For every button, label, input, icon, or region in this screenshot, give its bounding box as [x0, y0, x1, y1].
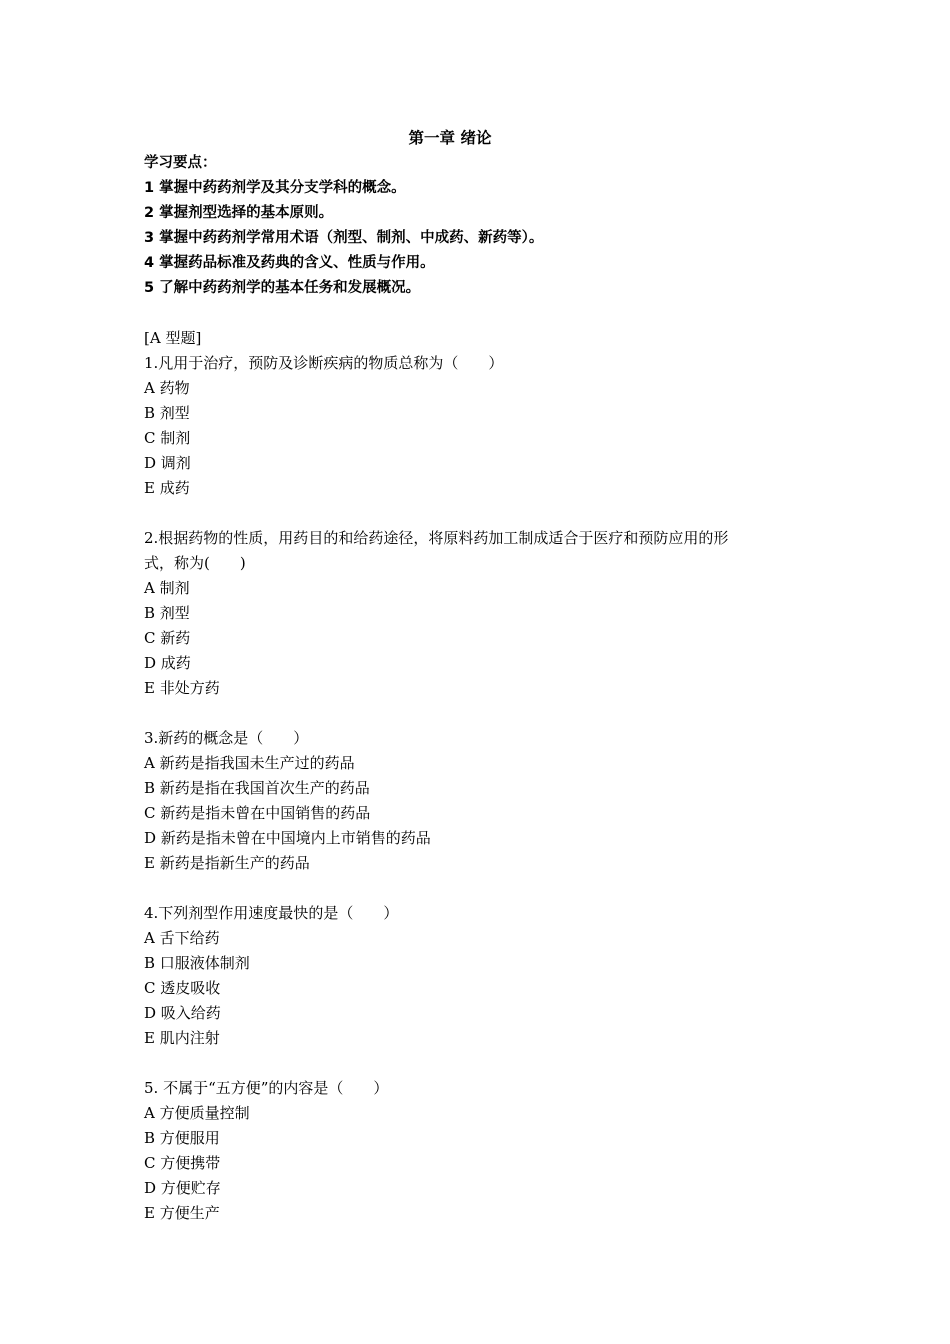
- question-text: 5. 不属于“五方便”的内容是（ ）: [144, 1079, 389, 1097]
- question-3: [144, 726, 814, 876]
- section-label: [A 型题]: [144, 329, 202, 347]
- option-c: C 新药: [144, 629, 191, 647]
- option-a: A 方便质量控制: [144, 1104, 250, 1122]
- option-b: B 新药是指在我国首次生产的药品: [144, 779, 370, 797]
- option-b: B 剂型: [144, 404, 190, 422]
- option-d: D 吸入给药: [144, 1004, 221, 1022]
- option-e: E 方便生产: [144, 1204, 220, 1222]
- question-5: [144, 1076, 814, 1226]
- option-e: E 成药: [144, 479, 190, 497]
- option-c: C 透皮吸收: [144, 979, 221, 997]
- key-point-item: 5 了解中药药剂学的基本任务和发展概况。: [144, 280, 421, 296]
- spacer: [144, 1051, 814, 1076]
- option-a: A 新药是指我国未生产过的药品: [144, 754, 355, 772]
- key-point-item: 3 掌握中药药剂学常用术语（剂型、制剂、中成药、新药等）。: [144, 230, 544, 246]
- chapter-title: 第一章 绪论: [408, 129, 492, 147]
- question-1: [144, 351, 814, 501]
- question-text: 4.下列剂型作用速度最快的是（ ）: [144, 904, 399, 922]
- option-d: D 成药: [144, 654, 191, 672]
- document-body: [144, 151, 814, 1226]
- key-point-item: 2 掌握剂型选择的基本原则。: [144, 205, 334, 221]
- key-point-item: 4 掌握药品标准及药典的含义、性质与作用。: [144, 255, 435, 271]
- option-c: C 新药是指未曾在中国销售的药品: [144, 804, 371, 822]
- question-4: [144, 901, 814, 1051]
- option-c: C 制剂: [144, 429, 191, 447]
- option-a: A 舌下给药: [144, 929, 220, 947]
- spacer: [144, 701, 814, 726]
- spacer: [144, 501, 814, 526]
- option-d: D 新药是指未曾在中国境内上市销售的药品: [144, 829, 431, 847]
- key-points-heading: 学习要点：: [144, 155, 217, 171]
- spacer: [144, 876, 814, 901]
- option-e: E 非处方药: [144, 679, 220, 697]
- spacer: [144, 301, 814, 326]
- question-text-line2: 式，称为( ): [144, 554, 246, 572]
- option-c: C 方便携带: [144, 1154, 221, 1172]
- key-point-item: 1 掌握中药药剂学及其分支学科的概念。: [144, 180, 406, 196]
- option-a: A 制剂: [144, 579, 190, 597]
- question-text-line1: 2.根据药物的性质，用药目的和给药途径，将原料药加工制成适合于医疗和预防应用的形: [144, 529, 729, 547]
- option-b: B 方便服用: [144, 1129, 220, 1147]
- question-2: [144, 526, 814, 701]
- option-a: A 药物: [144, 379, 190, 397]
- option-e: E 新药是指新生产的药品: [144, 854, 310, 872]
- option-b: B 剂型: [144, 604, 190, 622]
- question-text: 1.凡用于治疗，预防及诊断疾病的物质总称为（ ）: [144, 354, 504, 372]
- option-b: B 口服液体制剂: [144, 954, 250, 972]
- option-e: E 肌内注射: [144, 1029, 220, 1047]
- question-text: 3.新药的概念是（ ）: [144, 729, 309, 747]
- option-d: D 方便贮存: [144, 1179, 221, 1197]
- option-d: D 调剂: [144, 454, 191, 472]
